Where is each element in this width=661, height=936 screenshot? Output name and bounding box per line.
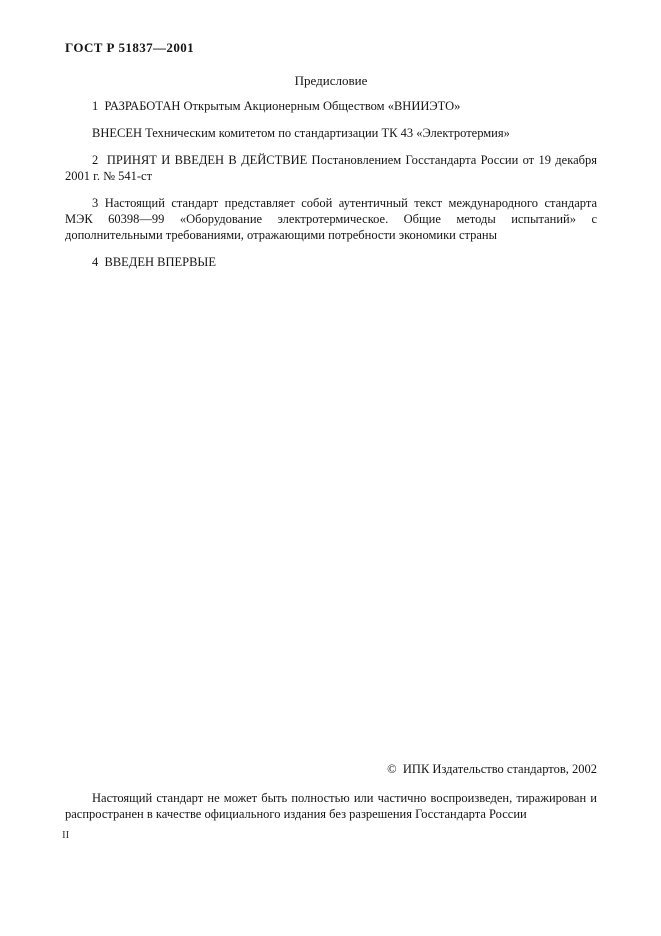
clause-first-edition: 4 ВВЕДЕН ВПЕРВЫЕ bbox=[92, 255, 216, 269]
clause-adopted: 2 ПРИНЯТ И ВВЕДЕН В ДЕЙСТВИЕ Постановлением Госстандарта России от 19 декабря 2001 г. № 541-ст bbox=[65, 153, 597, 183]
clause-authentic-text: 3 Настоящий стандарт представляет собой аутентичный текст международного стандарта МЭК 60398—99 «Оборудование электротермическое. Общие методы испытаний» с дополнительными требованиями, отражающими потребности экономики страны bbox=[65, 196, 597, 242]
clause-developed: 1 РАЗРАБОТАН Открытым Акционерным Обществом «ВНИИЭТО» bbox=[92, 99, 461, 113]
copyright-notice: © ИПК Издательство стандартов, 2002 bbox=[387, 762, 597, 776]
reproduction-notice: Настоящий стандарт не может быть полностью или частично воспроизведен, тиражирован и распространен в качестве официального издания без разрешения Госстандарта России bbox=[65, 791, 597, 821]
document-code: ГОСТ Р 51837—2001 bbox=[65, 40, 195, 55]
page-title: Предисловие bbox=[294, 73, 368, 88]
clause-submitted: ВНЕСЕН Техническим комитетом по стандартизации ТК 43 «Электротермия» bbox=[92, 126, 510, 140]
blank-area bbox=[65, 281, 597, 761]
page-number: II bbox=[62, 829, 70, 841]
